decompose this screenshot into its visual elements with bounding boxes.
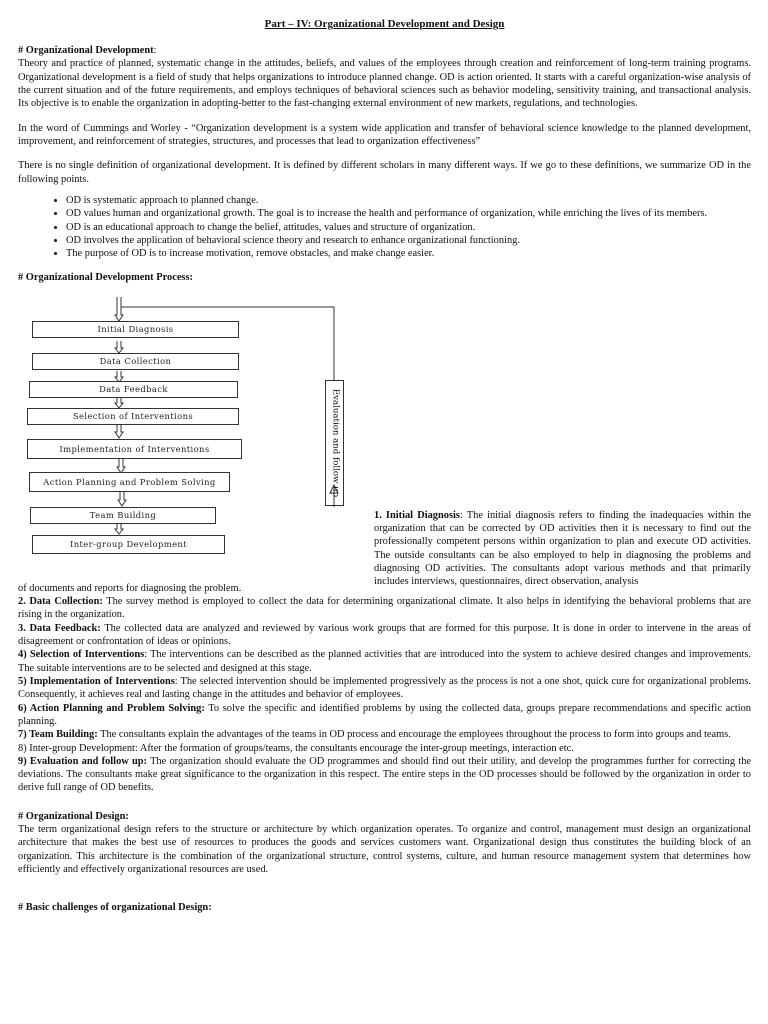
step-initial-diagnosis	[374, 509, 751, 589]
step-title: 6) Action Planning and Problem Solving:	[18, 702, 205, 714]
od-steps	[18, 582, 751, 795]
step-item	[18, 755, 751, 795]
step-title: 9) Evaluation and follow up:	[18, 755, 148, 767]
step-text: : The initial diagnosis refers to finding the inadequacies within the organization that can be corrected by OD activities then it is necessary to find out the professionally competent persons within organization to plan and execute OD activities. The outside consultants can be also employed to help in diagnosing the problems and diagnosing OD activities. The consultants adopt various methods and that primarily includes interviews, questionnaires, direct observation, analysis	[374, 509, 751, 588]
od-bullet-list	[18, 194, 751, 261]
od-paragraph-2: In the word of Cummings and Worley - “Organization development is a system wide application and transfer of behavioral science knowledge to the planned development, improvement, and reinforcement of strategies, structures, and processes that lead to organization effectiveness”	[18, 122, 751, 147]
process-box-team-building: Team Building	[30, 507, 216, 524]
step-text: : The selected intervention should be implemented progressively as the process is not a one shot, quick cure for organizational problems. Consequently, it achieves real and lasting change in the attitudes and behavior of employees.	[18, 675, 751, 701]
step-title: 3. Data Feedback:	[18, 622, 101, 634]
process-box-action-planning: Action Planning and Problem Solving	[29, 472, 230, 492]
step-title: 1. Initial Diagnosis	[374, 509, 460, 521]
bullet-item: • The purpose of OD is to increase motivation, remove obstacles, and make change easier.	[66, 247, 751, 260]
step-item	[18, 702, 751, 729]
process-box-selection: Selection of Interventions	[27, 408, 239, 425]
step-title: 4) Selection of Interventions	[18, 649, 145, 661]
process-box-data-feedback: Data Feedback	[29, 381, 238, 398]
process-box-initial-diagnosis: Initial Diagnosis	[32, 321, 239, 338]
step-item	[18, 675, 751, 702]
od-paragraph-1: Theory and practice of planned, systematic change in the attitudes, beliefs, and values of the employees through creation and reinforcement of long-term training programs. Organizational development is a field of study that helps organizations to introduce planned change. OD is action oriented. It starts with a careful organization-wise analysis of the current situation and of the future requirements, and employs techniques of behavioral sciences such as behavior modeling, sensitivity training, and transactional analysis. Its objective is to enable the organization in adopting-better to the fast-changing external environment of new markets, regulations, and technologies.	[18, 58, 751, 110]
step-item	[18, 648, 751, 675]
step-text: The consultants explain the advantages of the teams in OD process and encourage the employees throughout the process to form into groups and teams.	[97, 729, 731, 741]
step-text: The organization should evaluate the OD programmes and should find out their utility, and develop the programmes further for correcting the deviations. The consultants make great significance to the organization in this respect. The entire steps in the OD processes should be followed by the organization in order to derive full range of OD benefits.	[18, 755, 752, 794]
bullet-item: • OD values human and organizational growth. The goal is to increase the health and performance of organization, while enriching the lives of its members.	[66, 207, 751, 220]
step-text: The collected data are analyzed and reviewed by various work groups that are formed for this purpose. It is done in order to intervene in the areas of disagreement or confrontation of ideas or opinions.	[18, 622, 751, 648]
evaluation-follow-up-label: Evaluation and follow up	[330, 388, 340, 497]
od-heading-line	[18, 44, 751, 57]
process-heading: # Organizational Development Process:	[18, 272, 193, 284]
step-item	[18, 728, 751, 741]
design-paragraph: The term organizational design refers to the structure or architecture by which organization operates. To organize and control, management must design an organizational architecture that makes the best use of resources to produces the goods and services customers want. Organizational design thus constitutes the building block of an organization. This architecture is the combination of the organizational structure, control systems, culture, and human resource management system that determines how efficiently and effectively organizational resources are used.	[18, 824, 751, 876]
page-title: Part – IV: Organizational Development and Design	[264, 18, 505, 30]
bullet-item: • OD involves the application of behavioral science theory and research to enhance organizational functioning.	[66, 234, 751, 247]
bullet-item: • OD is an educational approach to change the belief, attitudes, values and structure of organization.	[66, 221, 751, 234]
step-item	[18, 595, 751, 622]
design-heading: # Organizational Design:	[18, 810, 129, 822]
step-item	[18, 742, 751, 755]
step-text: : The interventions can be described as the planned activities that are introduced into the system to achieve desired changes and improvements. The suitable interventions are to be selected and designed at this stage.	[18, 649, 751, 674]
od-heading: # Organizational Development	[18, 45, 154, 57]
bullet-item: • OD is systematic approach to planned change.	[66, 194, 751, 207]
step-text: To solve the specific and identified problems by using the collected data, groups prepare recommendations and specific action planning.	[18, 702, 751, 727]
challenges-heading: # Basic challenges of organizational Design:	[18, 902, 212, 914]
step-initial-diagnosis-cont: of documents and reports for diagnosing the problem.	[18, 582, 242, 594]
step-item	[18, 622, 751, 649]
evaluation-follow-up-box	[325, 380, 344, 506]
step-text: 8) Inter-group Development: After the formation of groups/teams, the consultants encourage the inter-group meetings, interaction etc.	[18, 742, 574, 754]
step-text: The survey method is employed to collect the data for determining organizational climate. It also helps in identifying the behavioral problems that are rising in the organization.	[18, 596, 751, 621]
od-paragraph-3: There is no single definition of organizational development. It is defined by different scholars in many different ways. If we go to these definitions, we summarize OD in the following points.	[18, 160, 751, 185]
step-title: 2. Data Collection:	[18, 596, 103, 608]
process-box-inter-group: Inter-group Development	[32, 535, 225, 554]
step-title: 5) Implementation of Interventions	[18, 675, 175, 687]
process-box-data-collection: Data Collection	[32, 353, 239, 370]
od-heading-colon: :	[153, 45, 157, 57]
document-page	[18, 14, 751, 915]
process-box-implementation: Implementation of Interventions	[27, 439, 242, 459]
step-title: 7) Team Building:	[18, 729, 98, 741]
